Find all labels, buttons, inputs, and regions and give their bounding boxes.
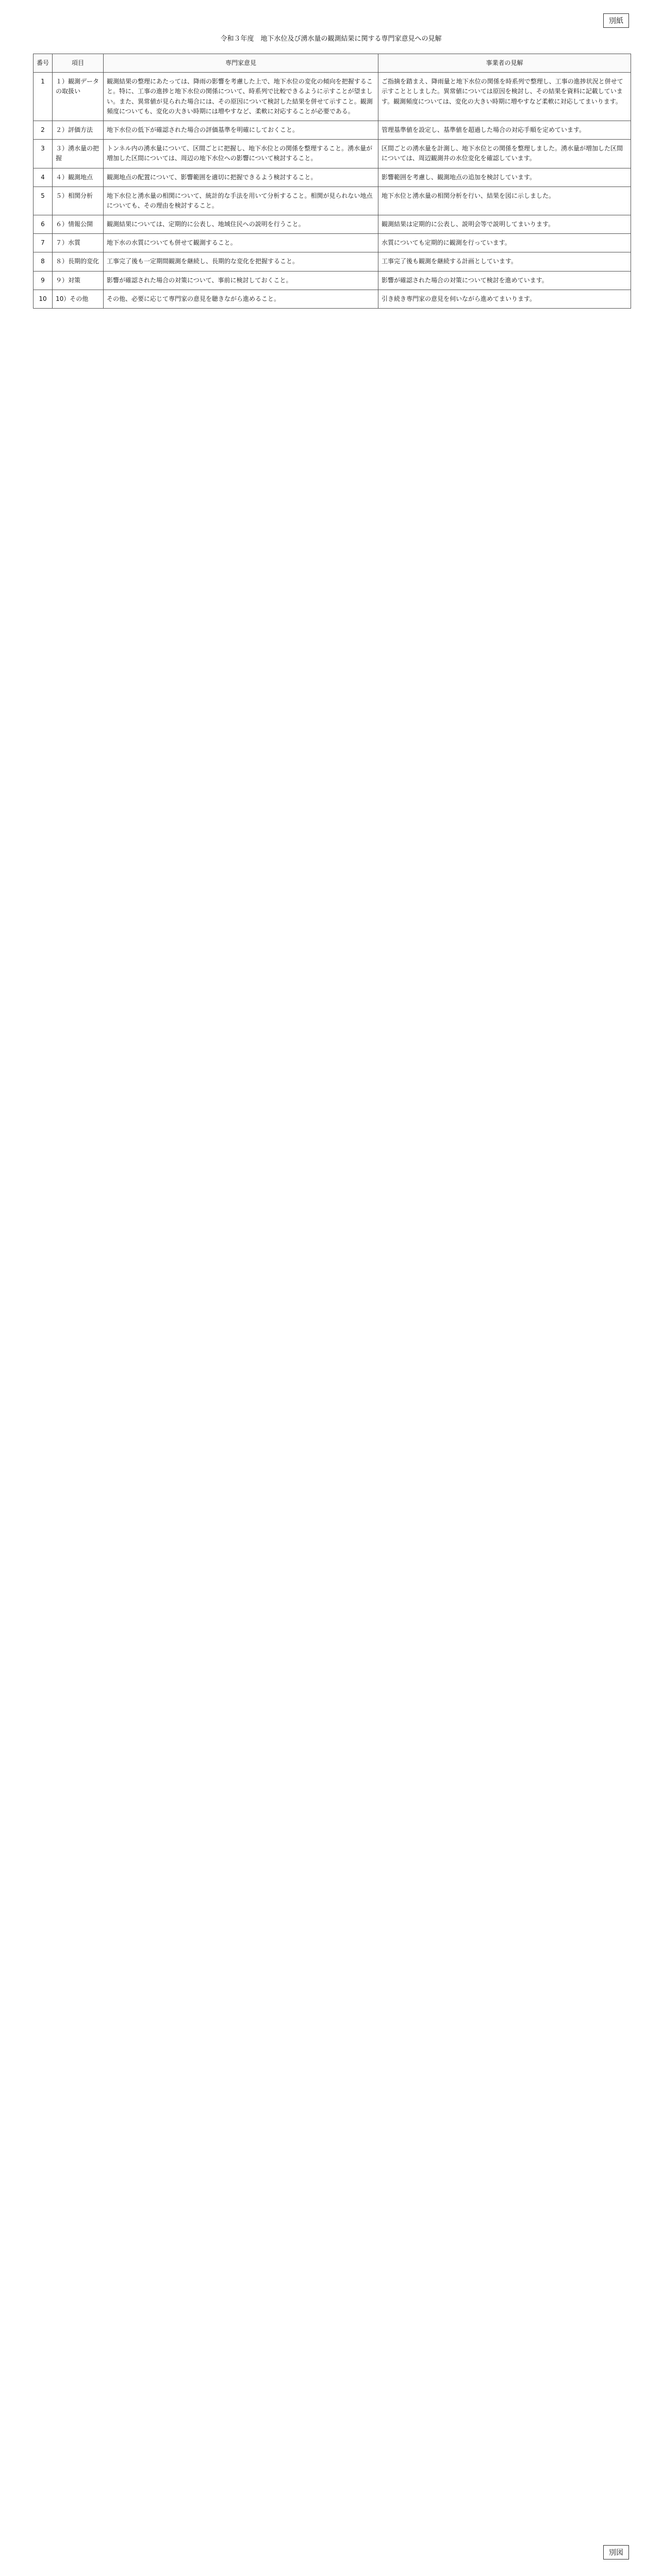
table-row	[34, 187, 631, 215]
table-cell-view: 観測地点の配置について、影響範囲を適切に把握できるよう検討すること。	[104, 168, 378, 187]
table-cell-view: トンネル内の湧水量について、区間ごとに把握し、地下水位との関係を整理すること。湧水量が増加した区間については、周辺の地下水位への影響について検討すること。	[104, 140, 378, 168]
table-cell-no: 8	[34, 252, 53, 271]
table-cell-view: 地下水位の低下が確認された場合の評価基準を明確にしておくこと。	[104, 121, 378, 139]
figure-tag: 別図	[603, 2545, 629, 2560]
table-cell-no: 7	[34, 234, 53, 252]
table-cell-no: 10	[34, 290, 53, 308]
table-cell-view: その他、必要に応じて専門家の意見を聴きながら進めること。	[104, 290, 378, 308]
table-cell-no: 9	[34, 271, 53, 290]
table-row	[34, 252, 631, 271]
table-cell-view: 観測結果の整理にあたっては、降雨の影響を考慮した上で、地下水位の変化の傾向を把握すること。特に、工事の進捗と地下水位の関係について、時系列で比較できるように示すことが望ましい。また、異常値が見られた場合には、その原因について検討した結果を併せて示すこと。観測頻度についても、変化の大きい時期には増やすなど、柔軟に対応することが必要である。	[104, 73, 378, 121]
water-level-time-series-chart	[33, 2571, 631, 2576]
table-cell-no: 2	[34, 121, 53, 139]
table-cell-view: 地下水の水質についても併せて観測すること。	[104, 234, 378, 252]
table-cell-response: ご指摘を踏まえ、降雨量と地下水位の関係を時系列で整理し、工事の進捗状況と併せて示すこととしました。異常値については原因を検討し、その結果を資料に記載しています。観測頻度については、変化の大きい時期に増やすなど柔軟に対応してまいります。	[378, 73, 631, 121]
table-cell-response: 影響が確認された場合の対策について検討を進めています。	[378, 271, 631, 290]
table-cell-no: 4	[34, 168, 53, 187]
table-cell-item: ５）相関分析	[53, 187, 104, 215]
header-item: 項目	[53, 54, 104, 73]
table-cell-view: 工事完了後も一定期間観測を継続し、長期的な変化を把握すること。	[104, 252, 378, 271]
header-response: 事業者の見解	[378, 54, 631, 73]
table-row	[34, 73, 631, 121]
table-cell-response: 工事完了後も観測を継続する計画としています。	[378, 252, 631, 271]
table-cell-response: 観測結果は定期的に公表し、説明会等で説明してまいります。	[378, 215, 631, 234]
table-cell-response: 引き続き専門家の意見を伺いながら進めてまいります。	[378, 290, 631, 308]
table-row	[34, 215, 631, 234]
review-table	[33, 54, 631, 309]
table-cell-item: ３）湧水量の把握	[53, 140, 104, 168]
table-cell-response: 地下水位と湧水量の相関分析を行い、結果を図に示しました。	[378, 187, 631, 215]
table-cell-response: 区間ごとの湧水量を計測し、地下水位との関係を整理しました。湧水量が増加した区間については、周辺観測井の水位変化を確認しています。	[378, 140, 631, 168]
table-cell-view: 地下水位と湧水量の相関について、統計的な手法を用いて分析すること。相関が見られない地点についても、その理由を検討すること。	[104, 187, 378, 215]
table-cell-no: 1	[34, 73, 53, 121]
header-no: 番号	[34, 54, 53, 73]
header-view: 専門家意見	[104, 54, 378, 73]
table-row	[34, 140, 631, 168]
table-cell-item: ９）対策	[53, 271, 104, 290]
table-row	[34, 121, 631, 139]
table-cell-response: 管理基準値を設定し、基準値を超過した場合の対応手順を定めています。	[378, 121, 631, 139]
table-cell-no: 5	[34, 187, 53, 215]
table-cell-view: 観測結果については、定期的に公表し、地域住民への説明を行うこと。	[104, 215, 378, 234]
table-cell-item: 10）その他	[53, 290, 104, 308]
table-cell-item: ４）観測地点	[53, 168, 104, 187]
table-cell-view: 影響が確認された場合の対策について、事前に検討しておくこと。	[104, 271, 378, 290]
table-cell-item: ６）情報公開	[53, 215, 104, 234]
table-row	[34, 271, 631, 290]
table-cell-response: 水質についても定期的に観測を行っています。	[378, 234, 631, 252]
table-cell-no: 6	[34, 215, 53, 234]
table-header-row	[34, 54, 631, 73]
table-cell-response: 影響範囲を考慮し、観測地点の追加を検討しています。	[378, 168, 631, 187]
table-cell-item: ８）長期的変化	[53, 252, 104, 271]
table-cell-no: 3	[34, 140, 53, 168]
table-row	[34, 234, 631, 252]
table-cell-item: １）観測データの取扱い	[53, 73, 104, 121]
table-row	[34, 168, 631, 187]
table-row	[34, 290, 631, 308]
page-title: 令和３年度 地下水位及び湧水量の観測結果に関する専門家意見への見解	[220, 35, 442, 43]
table-cell-item: ２）評価方法	[53, 121, 104, 139]
attachment-tag: 別紙	[603, 13, 629, 28]
table-cell-item: ７）水質	[53, 234, 104, 252]
